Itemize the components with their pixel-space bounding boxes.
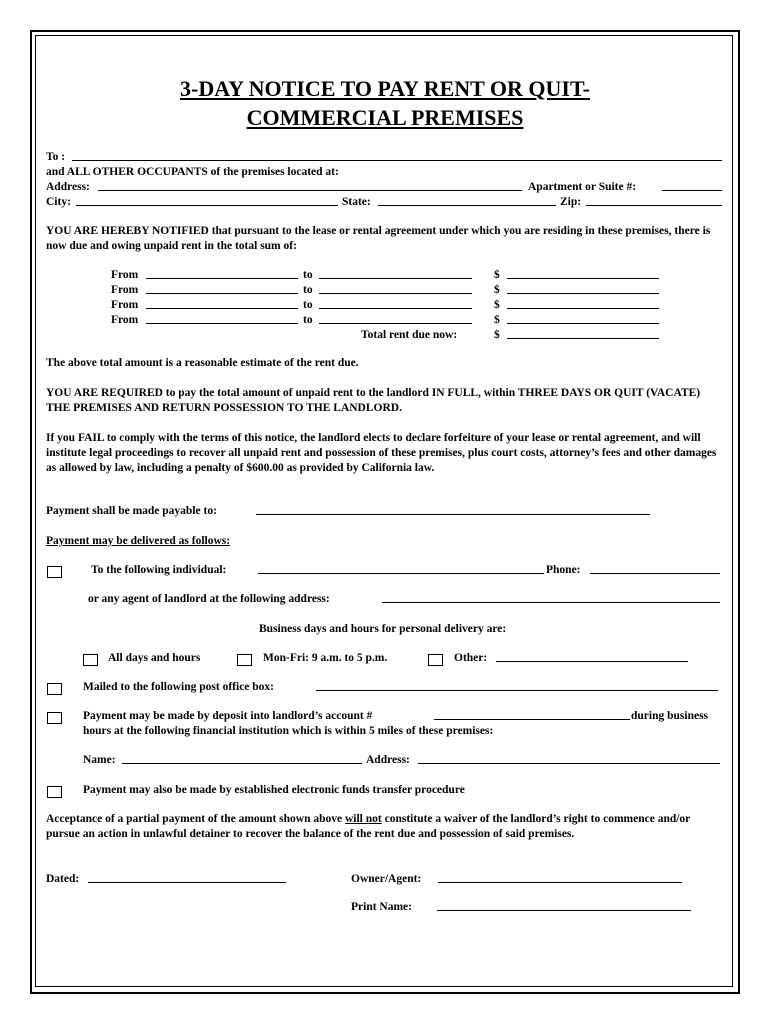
apt-label: Apartment or Suite #: [528, 181, 637, 193]
estimate-paragraph: The above total amount is a reasonable estimate of the rent due. [46, 357, 359, 369]
agent-address-field[interactable] [382, 602, 720, 603]
title-line-1: 3-DAY NOTICE TO PAY RENT OR QUIT- [180, 76, 590, 101]
rent-row-1-to: to [303, 269, 313, 281]
eft-label: Payment may also be made by established electronic funds transfer procedure [83, 784, 465, 796]
po-box-field[interactable] [316, 690, 718, 691]
deposit-prefix: Payment may be made by deposit into landlord’s account # [83, 710, 373, 722]
address-label: Address: [46, 181, 90, 193]
owner-agent-field[interactable] [438, 882, 682, 883]
total-dollar: $ [494, 329, 500, 341]
bank-address-label: Address: [366, 754, 410, 766]
to-label: To : [46, 151, 66, 163]
rent-row-1-from: From [111, 269, 139, 281]
rent-row-4-dollar: $ [494, 314, 500, 326]
business-days-label: Business days and hours for personal delivery are: [259, 623, 507, 635]
payable-label: Payment shall be made payable to: [46, 505, 217, 517]
deposit-suffix: during business [631, 710, 709, 722]
mon-fri-label: Mon-Fri: 9 a.m. to 5 p.m. [263, 652, 388, 664]
city-label: City: [46, 196, 71, 208]
total-amount-field[interactable] [507, 338, 659, 339]
account-number-field[interactable] [434, 719, 630, 720]
eft-checkbox[interactable] [47, 786, 62, 798]
rent-row-3-from-field[interactable] [146, 308, 298, 309]
rent-row-4-from-field[interactable] [146, 323, 298, 324]
agent-label: or any agent of landlord at the following address: [88, 593, 330, 605]
fail-paragraph: If you FAIL to comply with the terms of this notice, the landlord elects to declare forfeiture of your lease or rental agreement, and will institute legal proceedings to recover all unpaid rent and possession of these premises, plus court costs, attorney’s fees and other damages as allowed by law, including a penalty of $600.00 as provided by California law. [46, 432, 717, 474]
acceptance-text-pre: Acceptance of a partial payment of the amount shown above [46, 813, 345, 825]
print-name-field[interactable] [437, 910, 691, 911]
name-label: Name: [83, 754, 116, 766]
owner-agent-label: Owner/Agent: [351, 873, 422, 885]
rent-row-3-to: to [303, 299, 313, 311]
city-field[interactable] [76, 205, 338, 206]
apt-field[interactable] [662, 190, 722, 191]
institution-name-field[interactable] [122, 763, 362, 764]
dated-field[interactable] [88, 882, 286, 883]
individual-checkbox[interactable] [47, 566, 62, 578]
rent-row-1-to-field[interactable] [319, 278, 472, 279]
phone-label: Phone: [546, 564, 581, 576]
payable-field[interactable] [256, 514, 650, 515]
address-field[interactable] [98, 190, 522, 191]
mon-fri-checkbox[interactable] [237, 654, 252, 666]
rent-row-3-dollar: $ [494, 299, 500, 311]
delivered-heading: Payment may be delivered as follows: [46, 535, 231, 547]
rent-row-3-amount-field[interactable] [507, 308, 659, 309]
notified-paragraph: YOU ARE HEREBY NOTIFIED that pursuant to the lease or rental agreement under which you are residing in these premises, there is now due and owing unpaid rent in the total sum of: [46, 225, 711, 252]
title-line-2: COMMERCIAL PREMISES [246, 105, 524, 130]
acceptance-text-emphasis: will not [344, 813, 382, 825]
rent-row-4-amount-field[interactable] [507, 323, 659, 324]
state-label: State: [342, 196, 371, 208]
rent-row-1-dollar: $ [494, 269, 500, 281]
rent-row-3-from: From [111, 299, 139, 311]
all-days-label: All days and hours [108, 652, 201, 664]
other-field[interactable] [496, 661, 688, 662]
rent-row-4-to: to [303, 314, 313, 326]
rent-row-2-dollar: $ [494, 284, 500, 296]
rent-row-4-from: From [111, 314, 139, 326]
dated-label: Dated: [46, 873, 80, 885]
acceptance-paragraph [46, 812, 726, 842]
required-paragraph: YOU ARE REQUIRED to pay the total amount of unpaid rent to the landlord IN FULL, within THREE DAYS OR QUIT (VACATE) THE PREMISES AND RETURN POSSESSION TO THE LANDLORD. [46, 387, 701, 414]
rent-row-1-amount-field[interactable] [507, 278, 659, 279]
acceptance-text-post: constitute a waiver of the landlord’s right to commence and/or pursue an action in unlawful detainer to recover the balance of the rent due and possession of said premises. [46, 813, 691, 840]
zip-label: Zip: [560, 196, 582, 208]
individual-label: To the following individual: [91, 564, 227, 576]
total-label: Total rent due now: [361, 329, 458, 341]
rent-row-2-from: From [111, 284, 139, 296]
other-label: Other: [454, 652, 488, 664]
deposit-checkbox[interactable] [47, 712, 62, 724]
state-field[interactable] [378, 205, 556, 206]
to-field[interactable] [72, 160, 722, 161]
individual-field[interactable] [258, 573, 544, 574]
zip-field[interactable] [586, 205, 722, 206]
occupants-line: and ALL OTHER OCCUPANTS of the premises located at: [46, 166, 339, 178]
rent-row-2-amount-field[interactable] [507, 293, 659, 294]
deposit-line-2: hours at the following financial institution which is within 5 miles of these premises: [83, 725, 494, 737]
rent-row-4-to-field[interactable] [319, 323, 472, 324]
rent-row-2-to-field[interactable] [319, 293, 472, 294]
all-days-checkbox[interactable] [83, 654, 98, 666]
po-box-checkbox[interactable] [47, 683, 62, 695]
rent-row-2-to: to [303, 284, 313, 296]
rent-row-3-to-field[interactable] [319, 308, 472, 309]
institution-address-field[interactable] [418, 763, 720, 764]
po-box-label: Mailed to the following post office box: [83, 681, 275, 693]
phone-field[interactable] [590, 573, 720, 574]
rent-row-2-from-field[interactable] [146, 293, 298, 294]
print-name-label: Print Name: [351, 901, 412, 913]
rent-row-1-from-field[interactable] [146, 278, 298, 279]
other-checkbox[interactable] [428, 654, 443, 666]
